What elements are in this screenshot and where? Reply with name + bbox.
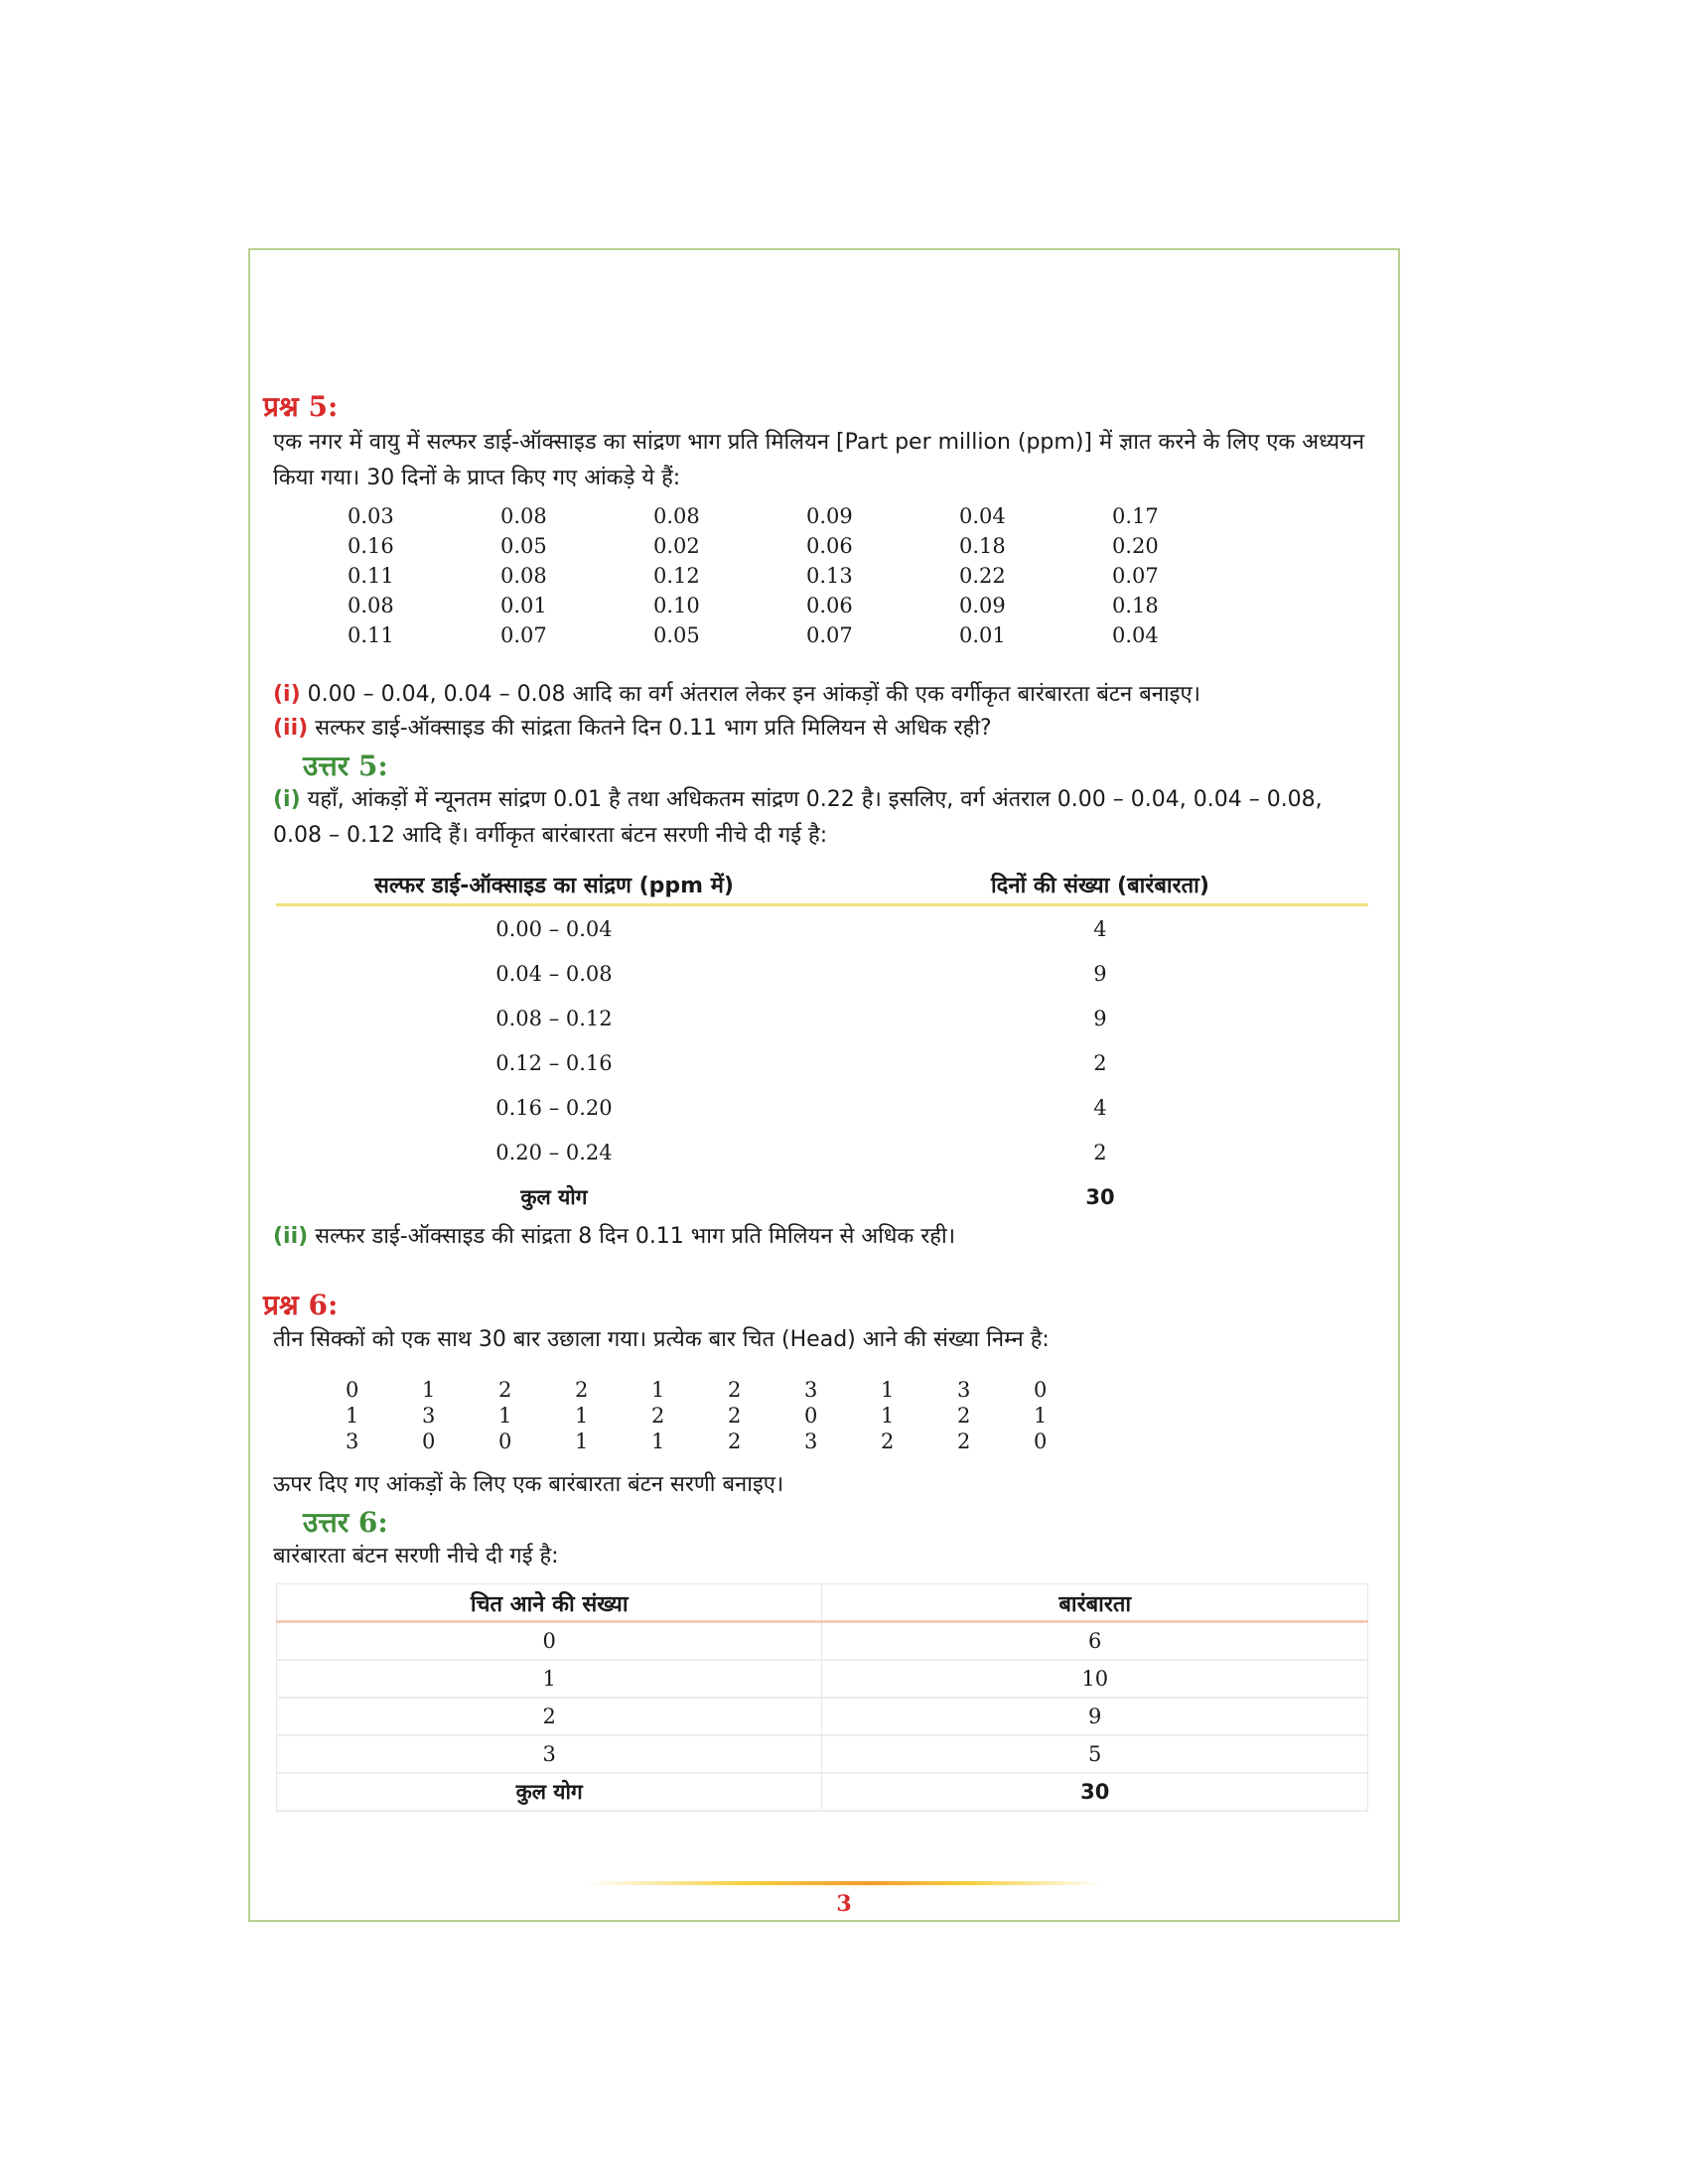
table-cell-class: 0.00 – 0.04 — [495, 916, 613, 941]
table-cell-frequency: 4 — [1093, 1095, 1107, 1120]
table-cell-class: 0.16 – 0.20 — [495, 1095, 613, 1120]
question-5-data-grid — [348, 504, 1265, 647]
data-value: 0.22 — [959, 564, 1006, 588]
data-value: 2 — [957, 1430, 971, 1453]
data-value: 2 — [728, 1378, 742, 1402]
data-value: 0.07 — [806, 623, 853, 647]
part-text: 0.00 – 0.04, 0.04 – 0.08 आदि का वर्ग अंतराल लेकर इन आंकड़ों की एक वर्गीकृत बारंबारता बंटन बनाइए। — [307, 682, 1200, 707]
data-value: 0.08 — [500, 504, 547, 528]
data-value: 1 — [575, 1430, 589, 1453]
data-value: 0 — [1034, 1378, 1048, 1402]
table-header-frequency: बारंबारता — [822, 1584, 1368, 1622]
data-value: 2 — [957, 1404, 971, 1428]
answer-5-part-2 — [273, 1219, 1375, 1255]
question-5-heading: प्रश्न 5: — [263, 390, 339, 423]
table-cell-class: 0.12 – 0.16 — [495, 1050, 613, 1075]
table-header-days: दिनों की संख्या (बारंबारता) — [832, 864, 1368, 905]
data-value: 0.04 — [959, 504, 1006, 528]
table-total-value: 30 — [822, 1773, 1368, 1811]
data-value: 0.02 — [653, 534, 700, 558]
table-total-label: कुल योग — [520, 1184, 588, 1209]
data-value: 0.01 — [500, 594, 547, 617]
data-value: 0.09 — [959, 594, 1006, 617]
table-cell-class: 0 — [277, 1622, 822, 1661]
question-5-part-1 — [273, 677, 1375, 713]
data-value: 2 — [575, 1378, 589, 1402]
data-value: 0 — [346, 1378, 359, 1402]
data-value: 0.18 — [959, 534, 1006, 558]
part-text: सल्फर डाई-ऑक्साइड की सांद्रता 8 दिन 0.11 भाग प्रति मिलियन से अधिक रही। — [315, 1224, 956, 1249]
question-5-text: एक नगर में वायु में सल्फर डाई-ऑक्साइड का सांद्रण भाग प्रति मिलियन [Part per million (ppm)] में ज्ञात करने के लिए एक अध्ययन किया गया। 30 दिनों के प्राप्त किए गए आंकड़े ये हैं: — [273, 430, 1365, 490]
question-6-task: ऊपर दिए गए आंकड़ों के लिए एक बारंबारता बंटन सरणी बनाइए। — [273, 1472, 784, 1497]
answer-5-part-1 — [273, 782, 1375, 854]
data-value: 1 — [881, 1378, 895, 1402]
data-value: 0.03 — [348, 504, 394, 528]
table-header-heads: चित आने की संख्या — [277, 1584, 822, 1622]
data-value: 1 — [498, 1404, 512, 1428]
table-cell-frequency: 2 — [1093, 1140, 1107, 1164]
table-cell-class: 0.08 – 0.12 — [495, 1006, 613, 1030]
part-text: सल्फर डाई-ऑक्साइड की सांद्रता कितने दिन 0.11 भाग प्रति मिलियन से अधिक रही? — [315, 716, 992, 741]
data-value: 0.11 — [348, 564, 394, 588]
answer-5-heading: उत्तर 5: — [303, 750, 388, 782]
part-label: (ii) — [273, 1224, 309, 1249]
table-cell-frequency: 9 — [1093, 1006, 1107, 1030]
data-value: 2 — [881, 1430, 895, 1453]
part-label: (i) — [273, 787, 301, 812]
table-cell-frequency: 9 — [822, 1698, 1368, 1735]
question-6-text: तीन सिक्कों को एक साथ 30 बार उछाला गया। प्रत्येक बार चित (Head) आने की संख्या निम्न है: — [273, 1327, 1050, 1352]
question-5-part-2 — [273, 711, 1375, 747]
data-value: 0.09 — [806, 504, 853, 528]
data-value: 1 — [651, 1430, 665, 1453]
table-total-row — [276, 1174, 1368, 1219]
data-value: 0.01 — [959, 623, 1006, 647]
data-value: 0.04 — [1112, 623, 1159, 647]
table-row — [277, 1698, 1368, 1735]
data-value: 3 — [804, 1430, 818, 1453]
table-cell-frequency: 9 — [1093, 961, 1107, 986]
question-6-heading: प्रश्न 6: — [263, 1289, 339, 1321]
data-value: 0.17 — [1112, 504, 1159, 528]
answer-6-heading: उत्तर 6: — [303, 1506, 388, 1539]
data-value: 3 — [422, 1404, 436, 1428]
data-value: 0.16 — [348, 534, 394, 558]
data-value: 1 — [1034, 1404, 1048, 1428]
data-value: 2 — [651, 1404, 665, 1428]
data-value: 0.07 — [500, 623, 547, 647]
data-value: 0.07 — [1112, 564, 1159, 588]
data-value: 3 — [804, 1378, 818, 1402]
table-cell-class: 0.20 – 0.24 — [495, 1140, 613, 1164]
table-row — [276, 996, 1368, 1040]
table-cell-class: 1 — [277, 1660, 822, 1698]
table-row — [276, 905, 1368, 952]
table-cell-class: 3 — [277, 1735, 822, 1773]
data-value: 0 — [422, 1430, 436, 1453]
table-cell-frequency: 6 — [822, 1622, 1368, 1661]
data-value: 2 — [728, 1404, 742, 1428]
table-row — [277, 1735, 1368, 1773]
answer-6-table — [276, 1583, 1368, 1812]
part-label: (ii) — [273, 716, 309, 741]
table-row — [277, 1660, 1368, 1698]
data-value: 2 — [498, 1378, 512, 1402]
data-value: 0.10 — [653, 594, 700, 617]
data-value: 1 — [651, 1378, 665, 1402]
data-value: 0 — [804, 1404, 818, 1428]
table-row — [277, 1622, 1368, 1661]
data-value: 1 — [346, 1404, 359, 1428]
page-number: 3 — [836, 1891, 852, 1917]
table-cell-frequency: 2 — [1093, 1050, 1107, 1075]
data-value: 0.11 — [348, 623, 394, 647]
data-value: 0.05 — [500, 534, 547, 558]
table-header-concentration: सल्फर डाई-ऑक्साइड का सांद्रण (ppm में) — [276, 864, 832, 905]
answer-5-table — [276, 864, 1368, 1219]
data-value: 0.06 — [806, 594, 853, 617]
question-6-data-grid — [346, 1378, 1110, 1453]
data-value: 0.08 — [500, 564, 547, 588]
table-total-label: कुल योग — [277, 1773, 822, 1811]
data-value: 0 — [1034, 1430, 1048, 1453]
table-row — [276, 1085, 1368, 1130]
data-value: 1 — [881, 1404, 895, 1428]
data-value: 0.18 — [1112, 594, 1159, 617]
table-cell-class: 2 — [277, 1698, 822, 1735]
data-value: 0.06 — [806, 534, 853, 558]
data-value: 0.13 — [806, 564, 853, 588]
table-cell-frequency: 4 — [1093, 916, 1107, 941]
table-row — [276, 1130, 1368, 1174]
data-value: 3 — [346, 1430, 359, 1453]
table-row — [276, 951, 1368, 996]
table-row — [276, 1040, 1368, 1085]
part-label: (i) — [273, 682, 301, 707]
data-value: 0.08 — [348, 594, 394, 617]
data-value: 1 — [575, 1404, 589, 1428]
data-value: 0.08 — [653, 504, 700, 528]
footer-divider — [586, 1881, 1102, 1885]
table-total-row — [277, 1773, 1368, 1811]
table-cell-frequency: 5 — [822, 1735, 1368, 1773]
data-value: 1 — [422, 1378, 436, 1402]
table-cell-class: 0.04 – 0.08 — [495, 961, 613, 986]
answer-6-intro: बारंबारता बंटन सरणी नीचे दी गई है: — [273, 1544, 559, 1569]
table-total-value: 30 — [1085, 1184, 1115, 1209]
data-value: 0.05 — [653, 623, 700, 647]
data-value: 0.12 — [653, 564, 700, 588]
data-value: 0.20 — [1112, 534, 1159, 558]
data-value: 0 — [498, 1430, 512, 1453]
data-value: 3 — [957, 1378, 971, 1402]
table-cell-frequency: 10 — [822, 1660, 1368, 1698]
part-text: यहाँ, आंकड़ों में न्यूनतम सांद्रण 0.01 है तथा अधिकतम सांद्रण 0.22 है। इसलिए, वर्ग अंतराल 0.00 – 0.04, 0.04 – 0.08, 0.08 – 0.12 आदि हैं। वर्गीकृत बारंबारता बंटन सरणी नीचे दी गई है: — [273, 787, 1323, 848]
data-value: 2 — [728, 1430, 742, 1453]
